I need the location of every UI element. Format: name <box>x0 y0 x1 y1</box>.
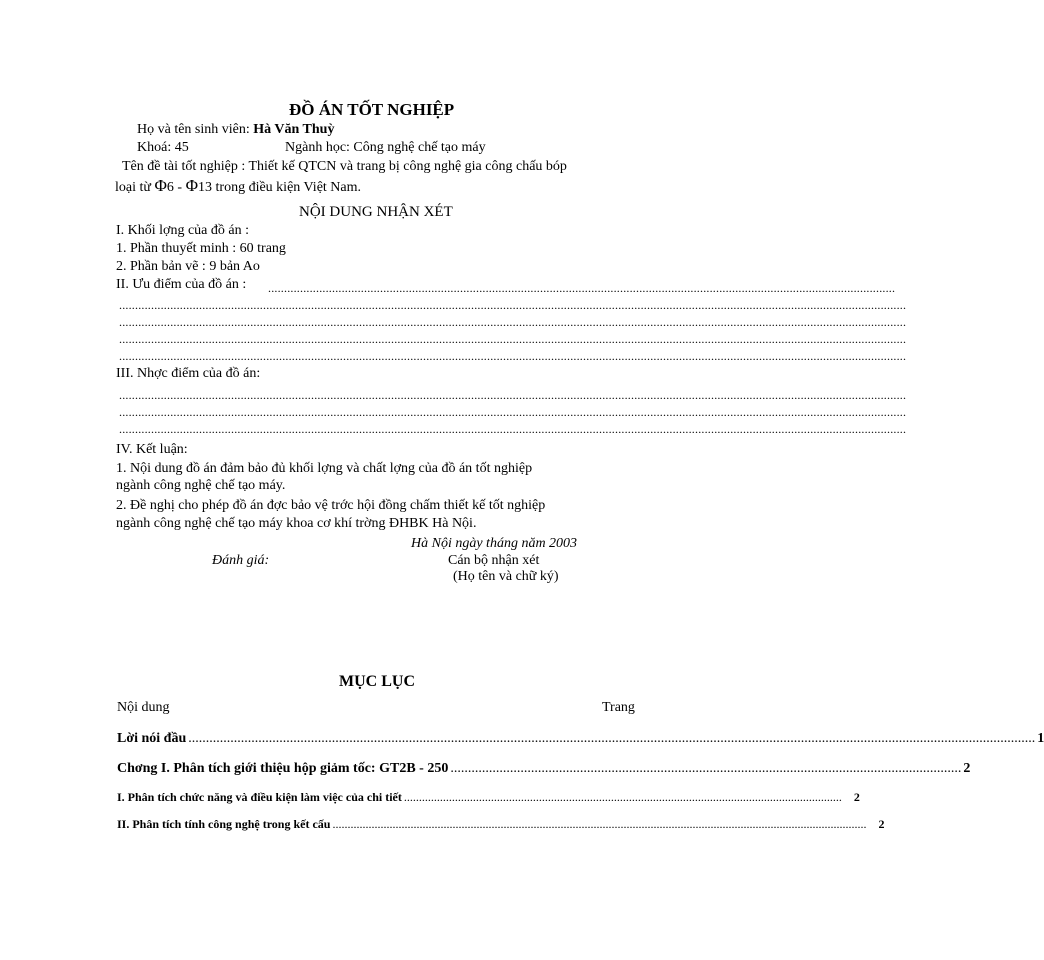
conclusion-1-line-2: ngành công nghệ chế tạo máy. <box>116 478 286 493</box>
dotted-line: ...................................................................................................................................................................................................................................................... <box>119 405 907 419</box>
dotted-line: .................................................................................................................................................................................................... <box>268 281 896 295</box>
topic-prefix: loại từ <box>115 180 151 195</box>
student-label: Họ và tên sinh viên: <box>137 122 250 137</box>
toc-entry[interactable] <box>117 789 860 806</box>
phi-symbol-2: Φ <box>185 176 199 195</box>
toc-entry-label: Lời nói đầu <box>117 731 187 746</box>
toc-column-content: Nội dung <box>117 700 170 715</box>
section-3-heading: III. Nhợc điểm của đồ án: <box>116 366 261 381</box>
toc-leader: .................................................................................................................................................. <box>403 790 842 804</box>
dotted-line: ...................................................................................................................................................................................................................................................... <box>119 349 907 363</box>
toc-entry-page: 1 <box>1037 731 1044 746</box>
diameter-from: 6 - <box>166 180 183 195</box>
phi-symbol-1: Φ <box>154 176 167 195</box>
course: Khoá: 45 <box>137 140 189 155</box>
conclusion-2-line-2: ngành công nghệ chế tạo máy khoa cơ khí trờng ĐHBK Hà Nội. <box>116 516 477 531</box>
date-line: Hà Nội ngày tháng năm 2003 <box>411 536 578 551</box>
major: Ngành học: Công nghệ chế tạo máy <box>285 140 486 155</box>
section-1-item-b: 2. Phần bản vẽ : 9 bản Ao <box>116 259 260 274</box>
document-title: ĐỒ ÁN TỐT NGHIỆP <box>289 100 455 119</box>
topic-line-1: Tên đề tài tốt nghiệp : Thiết kế QTCN và trang bị công nghệ gia công chấu bóp <box>122 159 567 174</box>
grade-label: Đánh giá: <box>212 553 270 568</box>
toc-entry-page: 2 <box>878 817 885 831</box>
toc-leader: .................................................................................................................................................. <box>450 761 962 776</box>
student-row <box>137 121 334 138</box>
toc-leader: .................................................................................................................................................................................................................................................. <box>188 731 1036 746</box>
toc-entry-label: Chơng I. Phân tích giới thiệu hộp giảm tốc: GT2B - 250 <box>117 761 449 776</box>
section-1-item-a: 1. Phần thuyết minh : 60 trang <box>116 241 286 256</box>
student-name: Hà Văn Thuỳ <box>253 122 335 137</box>
conclusion-1-line-1: 1. Nội dung đồ án đảm bảo đủ khối lợng và chất lợng của đồ án tốt nghiệp <box>116 461 533 476</box>
dotted-line: ...................................................................................................................................................................................................................................................... <box>119 298 907 312</box>
dotted-line: ...................................................................................................................................................................................................................................................... <box>119 388 907 402</box>
toc-column-page: Trang <box>602 700 635 715</box>
toc-entry-page: 2 <box>853 790 860 804</box>
toc-entry[interactable] <box>117 816 885 833</box>
toc-entry-label: II. Phân tích tính công nghệ trong kết cấu <box>117 817 331 831</box>
dotted-line: ...................................................................................................................................................................................................................................................... <box>119 315 907 329</box>
diameter-to: 13 trong điều kiện Việt Nam. <box>198 180 362 195</box>
toc-heading: MỤC LỤC <box>339 673 415 690</box>
conclusion-2-line-1: 2. Đề nghị cho phép đồ án đợc bảo vệ trớc hội đồng chấm thiết kế tốt nghiệp <box>116 498 546 513</box>
section-4-heading: IV. Kết luận: <box>116 442 188 457</box>
reviewer-title: Cán bộ nhận xét <box>448 553 540 568</box>
toc-entry-page: 2 <box>963 761 971 776</box>
dotted-line: ...................................................................................................................................................................................................................................................... <box>119 422 907 436</box>
toc-entry[interactable] <box>117 730 1044 747</box>
toc-entry[interactable] <box>117 760 971 777</box>
toc-leader: .................................................................................................................................................................................. <box>332 817 867 831</box>
review-heading: NỘI DUNG NHẬN XÉT <box>299 204 453 220</box>
topic-line-2 <box>115 177 361 196</box>
section-2-heading: II. Ưu điểm của đồ án : <box>116 277 247 292</box>
toc-entry-label: I. Phân tích chức năng và điều kiện làm việc của chi tiết <box>117 790 402 804</box>
dotted-line: ...................................................................................................................................................................................................................................................... <box>119 332 907 346</box>
reviewer-signature-note: (Họ tên và chữ ký) <box>453 569 559 584</box>
section-1-heading: I. Khối lợng của đồ án : <box>116 223 249 238</box>
